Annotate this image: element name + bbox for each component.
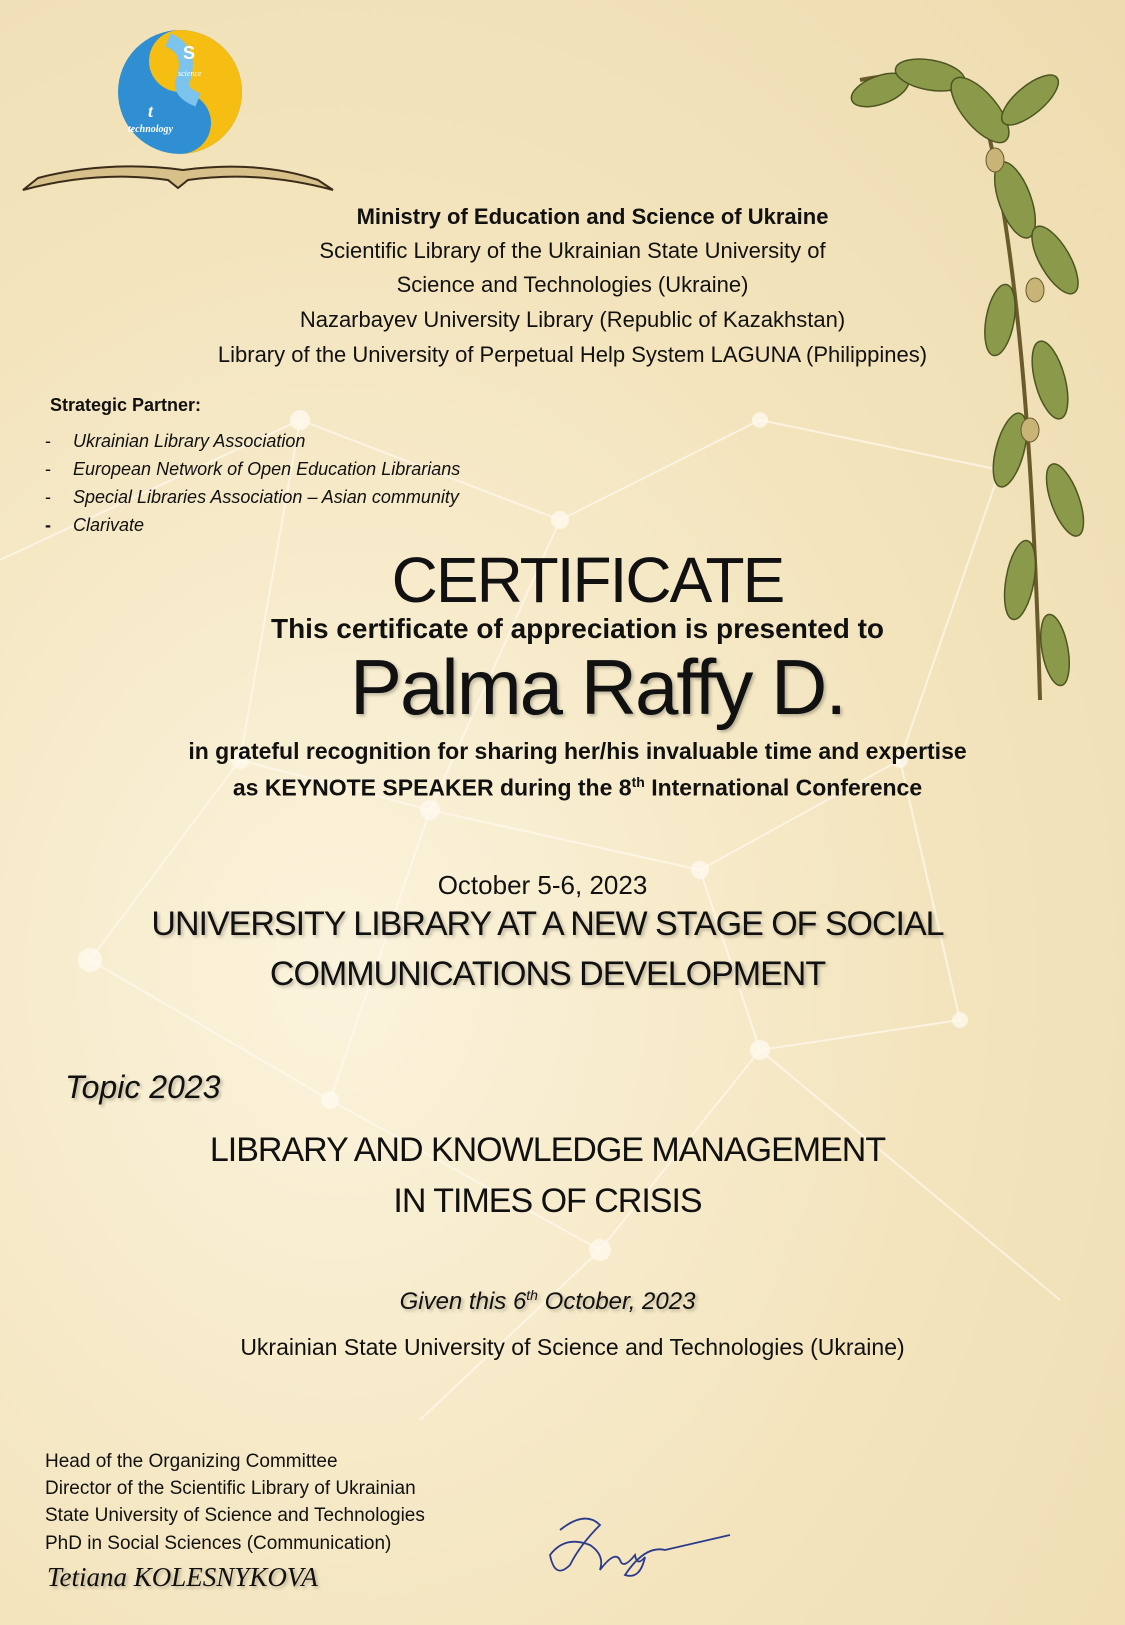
issuing-institution: Ukrainian State University of Science and Technologies (Ukraine) [240, 1334, 905, 1360]
recipient-name: Palma Raffy D. [349, 643, 846, 731]
given-date: Given this 6th October, 2023 [399, 1287, 696, 1315]
organizer-line: Nazarbayev University Library (Republic of Kazakhstan) [299, 307, 846, 332]
logo-word-science: science [178, 69, 202, 78]
signatory-title: State University of Science and Technologies [45, 1505, 425, 1526]
signatory-title: PhD in Social Sciences (Communication) [45, 1533, 392, 1554]
partner-item: - Clarivate [45, 515, 145, 535]
recognition-text: in grateful recognition for sharing her/his invaluable time and expertise [188, 738, 967, 764]
handwritten-signature [545, 1505, 745, 1585]
certificate-title: CERTIFICATE [391, 544, 784, 616]
strategic-partner-title: Strategic Partner: [50, 395, 202, 415]
signatory-title: Head of the Organizing Committee [45, 1451, 338, 1472]
logo-letter-s: S [183, 43, 196, 63]
signatory-name: Tetiana KOLESNYKOVA [47, 1562, 318, 1592]
logo-word-technology: technology [128, 124, 173, 135]
organizer-line: Science and Technologies (Ukraine) [396, 272, 749, 297]
conference-title: COMMUNICATIONS DEVELOPMENT [269, 955, 826, 993]
book-icon [18, 30, 338, 195]
topic-label: Topic 2023 [65, 1069, 221, 1105]
partner-item: - European Network of Open Education Librarians [45, 459, 461, 479]
organizer-line: Library of the University of Perpetual Help System LAGUNA (Philippines) [217, 342, 928, 367]
conference-title: UNIVERSITY LIBRARY AT A NEW STAGE OF SOCIAL [151, 905, 944, 943]
partner-item: - Ukrainian Library Association [45, 431, 306, 451]
topic-title: LIBRARY AND KNOWLEDGE MANAGEMENT [209, 1131, 886, 1169]
signatory-title: Director of the Scientific Library of Ukrainian [45, 1478, 416, 1499]
partner-item: - Special Libraries Association – Asian community [45, 487, 459, 507]
ministry-heading: Ministry of Education and Science of Ukraine [356, 204, 829, 229]
presented-to-text: This certificate of appreciation is presented to [270, 613, 885, 644]
conference-dates: October 5-6, 2023 [437, 870, 648, 900]
logo-letter-t: t [148, 101, 154, 121]
recognition-text: as KEYNOTE SPEAKER during the 8th International Conference [232, 774, 923, 801]
organizer-line: Scientific Library of the Ukrainian State University of [319, 238, 826, 263]
logo [18, 30, 338, 195]
topic-title: IN TIMES OF CRISIS [393, 1182, 702, 1220]
